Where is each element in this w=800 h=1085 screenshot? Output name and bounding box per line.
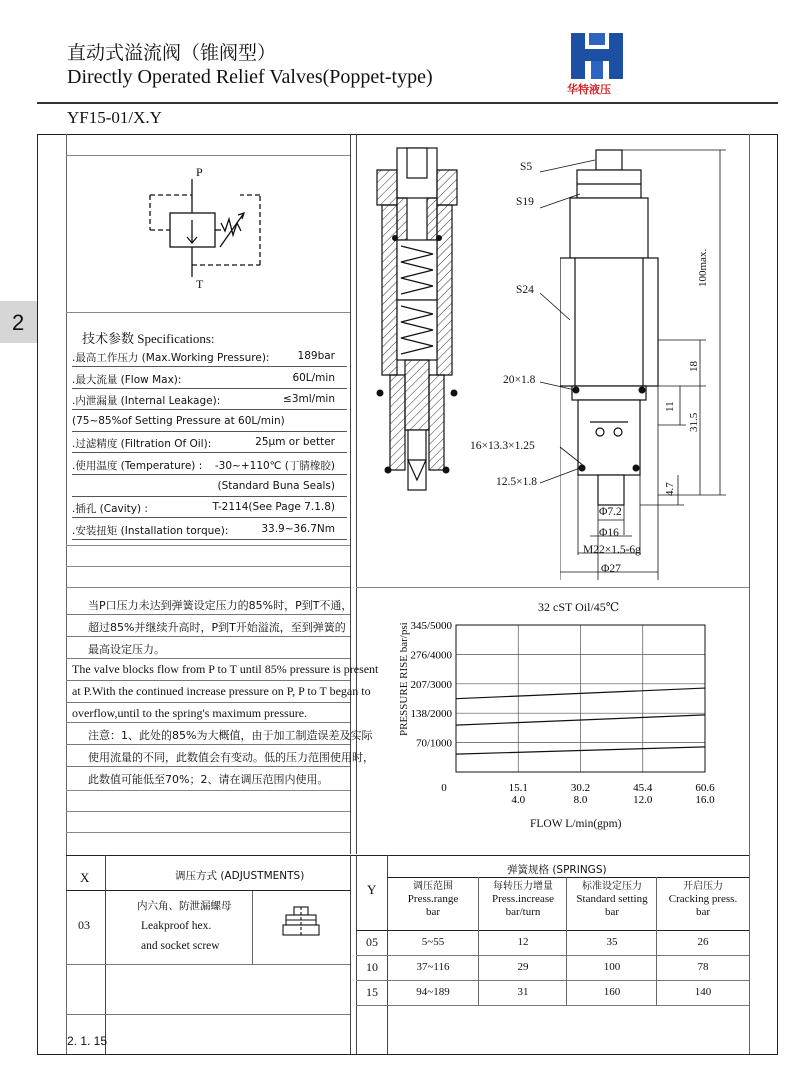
spec-row <box>72 476 347 497</box>
note-line-1: 注意：1、此处的85%为大概值，由于加工制造误差及实际 <box>88 729 373 742</box>
desc-cn-line-3: 最高设定压力。 <box>88 643 165 656</box>
springs-col-header-en1: Press.increase <box>491 893 554 905</box>
spec-row <box>72 368 347 389</box>
x-tick-label: 30.2 <box>570 782 591 794</box>
springs-row-code: 05 <box>366 935 378 949</box>
spec-value: ≤3ml/min <box>283 393 335 406</box>
spec-value: 25μm or better <box>255 436 335 449</box>
springs-cell-inc: 31 <box>517 986 529 998</box>
springs-cell-range: 37~116 <box>416 961 450 973</box>
page-number: 2. 1. 15 <box>67 1034 108 1048</box>
springs-title: 弹簧规格 (SPRINGS) <box>507 864 607 876</box>
spec-value: T-2114(See Page 7.1.8) <box>212 501 335 514</box>
dim-thread-16: 16×13.3×1.25 <box>470 440 535 452</box>
springs-col-header-cn: 调压范围 <box>413 881 453 892</box>
desc-cn-line-1: 当P口压力未达到弹簧设定压力的85%时，P到T不通， <box>88 599 353 612</box>
springs-col-header-en2: bar/turn <box>505 906 541 918</box>
page-tab: 2 <box>0 301 37 343</box>
adj-code: 03 <box>78 918 90 932</box>
dim-d16: Φ16 <box>599 527 619 539</box>
model-code: YF15-01/X.Y <box>67 108 162 127</box>
spec-row <box>72 432 347 453</box>
logo-text: 华特液压 <box>567 83 611 96</box>
adj-desc-en-1: Leakproof hex. <box>141 920 212 932</box>
spec-key: .使用温度 (Temperature) : <box>72 460 203 472</box>
y-tick-label: 207/3000 <box>410 678 452 691</box>
desc-en-line-2: at P.With the continued increase pressure on P, P to T began to <box>72 684 371 698</box>
dim-height-100: 100max. <box>697 248 709 287</box>
springs-col-header-en1: Standard setting <box>576 893 648 905</box>
spec-key: .过滤精度 (Filtration Of Oil): <box>72 438 212 451</box>
title-en: Directly Operated Relief Valves(Poppet-type) <box>67 66 433 88</box>
adj-header: 调压方式 (ADJUSTMENTS) <box>175 870 305 882</box>
springs-cell-std: 160 <box>603 986 621 998</box>
spec-value: -30~+110℃ (丁腈橡胶) <box>214 460 335 472</box>
springs-cell-range: 5~55 <box>421 936 445 948</box>
x-tick-label: 60.6 <box>695 782 715 794</box>
springs-cell-std: 100 <box>603 961 621 973</box>
dim-height-18: 18 <box>688 361 700 372</box>
brand-logo <box>565 31 631 95</box>
x-tick-label-gpm: 16.0 <box>695 794 715 806</box>
spec-key: .最大流量 (Flow Max): <box>72 373 182 386</box>
spec-row <box>72 389 347 410</box>
pressure-flow-chart <box>400 615 720 815</box>
desc-en-line-3: overflow,until to the spring's maximum pressure. <box>72 706 308 720</box>
springs-col-header <box>480 880 566 919</box>
spec-row <box>72 411 347 432</box>
dim-s24: S24 <box>516 284 534 296</box>
spec-row <box>72 519 347 540</box>
y-tick-label: 138/2000 <box>410 708 452 721</box>
adj-desc-cn: 内六角、防泄漏螺母 <box>137 900 232 912</box>
springs-row-code: 15 <box>366 985 378 999</box>
springs-col-header-en2: bar <box>604 906 620 918</box>
note-line-2: 使用流量的不同，此数值会有变动。低的压力范围使用时， <box>88 751 374 764</box>
spec-value: 60L/min <box>292 371 335 384</box>
springs-cell-crack: 78 <box>697 961 709 973</box>
springs-y-header: Y <box>367 882 377 897</box>
y-tick-label: 276/4000 <box>410 649 452 662</box>
spec-value: (Standard Buna Seals) <box>217 479 335 492</box>
x-tick-label: 15.1 <box>508 782 528 794</box>
title-cn: 直动式溢流阀（锥阀型） <box>67 43 277 64</box>
y-tick-label: 345/5000 <box>410 620 452 632</box>
springs-col-header-en1: Press.range <box>407 893 459 905</box>
valve-cross-section <box>360 140 475 515</box>
desc-en-line-1: The valve blocks flow from P to T until 85% pressure is present <box>72 662 379 676</box>
hydraulic-symbol <box>140 165 270 295</box>
dim-s19: S19 <box>516 196 534 208</box>
desc-cn-line-2: 超过85%并继续升高时，P到T开始溢流，至到弹簧的 <box>88 621 346 634</box>
chart-title: 32 cST Oil/45℃ <box>538 600 620 614</box>
adj-desc-en-2: and socket screw <box>141 940 220 952</box>
springs-col-header-en2: bar <box>695 906 711 918</box>
dim-s5: S5 <box>520 161 533 173</box>
springs-col-header-cn: 每转压力增量 <box>493 881 553 892</box>
dim-d27: Φ27 <box>601 563 621 575</box>
dim-height-31-5: 31.5 <box>688 412 700 432</box>
chart-ylabel: PRESSURE RISE bar/psi <box>398 622 410 736</box>
spec-key: .插孔 (Cavity) : <box>72 503 148 516</box>
springs-cell-crack: 26 <box>697 936 709 948</box>
port-t-label: T <box>196 277 204 291</box>
dim-m22: M22×1.5-6g <box>583 544 641 556</box>
x-tick-label-gpm: 4.0 <box>511 794 526 806</box>
spec-value: 33.9~36.7Nm <box>261 522 335 535</box>
springs-col-header <box>389 880 477 919</box>
springs-col-header <box>658 880 748 919</box>
springs-cell-inc: 29 <box>517 961 529 973</box>
springs-col-header-en1: Cracking press. <box>668 893 738 905</box>
hex-screw-icon <box>280 905 322 944</box>
spec-row <box>72 346 347 367</box>
spec-key: .内泄漏量 (Internal Leakage): <box>72 395 221 408</box>
spec-key: (75~85%of Setting Pressure at 60L/min) <box>72 414 285 427</box>
specs-title: 技术参数 Specifications: <box>82 331 215 346</box>
springs-col-header <box>568 880 656 919</box>
y-tick-label: 70/1000 <box>415 737 452 750</box>
chart-xlabel: FLOW L/min(gpm) <box>530 818 622 830</box>
adj-x-header: X <box>80 870 90 885</box>
springs-cell-std: 35 <box>606 936 618 948</box>
spec-row <box>72 497 347 518</box>
springs-col-header-en2: bar <box>425 906 441 918</box>
dim-height-11: 11 <box>664 401 676 412</box>
note-line-3: 此数值可能低至70%；2、请在调压范围内使用。 <box>88 773 329 786</box>
dim-oring-20: 20×1.8 <box>503 374 536 386</box>
dim-d72: Φ7.2 <box>599 506 622 518</box>
x-tick-label-gpm: 8.0 <box>573 794 588 806</box>
dim-oring-12: 12.5×1.8 <box>496 476 537 488</box>
springs-cell-crack: 140 <box>694 986 712 998</box>
port-p-label: P <box>196 165 203 179</box>
x-tick-label-gpm: 12.0 <box>633 794 653 806</box>
springs-cell-range: 94~189 <box>416 986 450 998</box>
spec-value: 189bar <box>297 350 335 362</box>
spec-key: .安装扭矩 (Installation torque): <box>72 524 229 537</box>
springs-col-header-cn: 标准设定压力 <box>582 881 642 892</box>
x-tick-label: 45.4 <box>633 782 653 794</box>
springs-cell-inc: 12 <box>517 936 529 948</box>
x-tick-label: 0 <box>441 782 447 794</box>
springs-col-header-cn: 开启压力 <box>683 881 723 892</box>
spec-key: .最高工作压力 (Max.Working Pressure): <box>72 352 270 364</box>
springs-row-code: 10 <box>366 960 378 974</box>
spec-row <box>72 454 347 475</box>
dim-height-4-7: 4.7 <box>664 482 676 496</box>
